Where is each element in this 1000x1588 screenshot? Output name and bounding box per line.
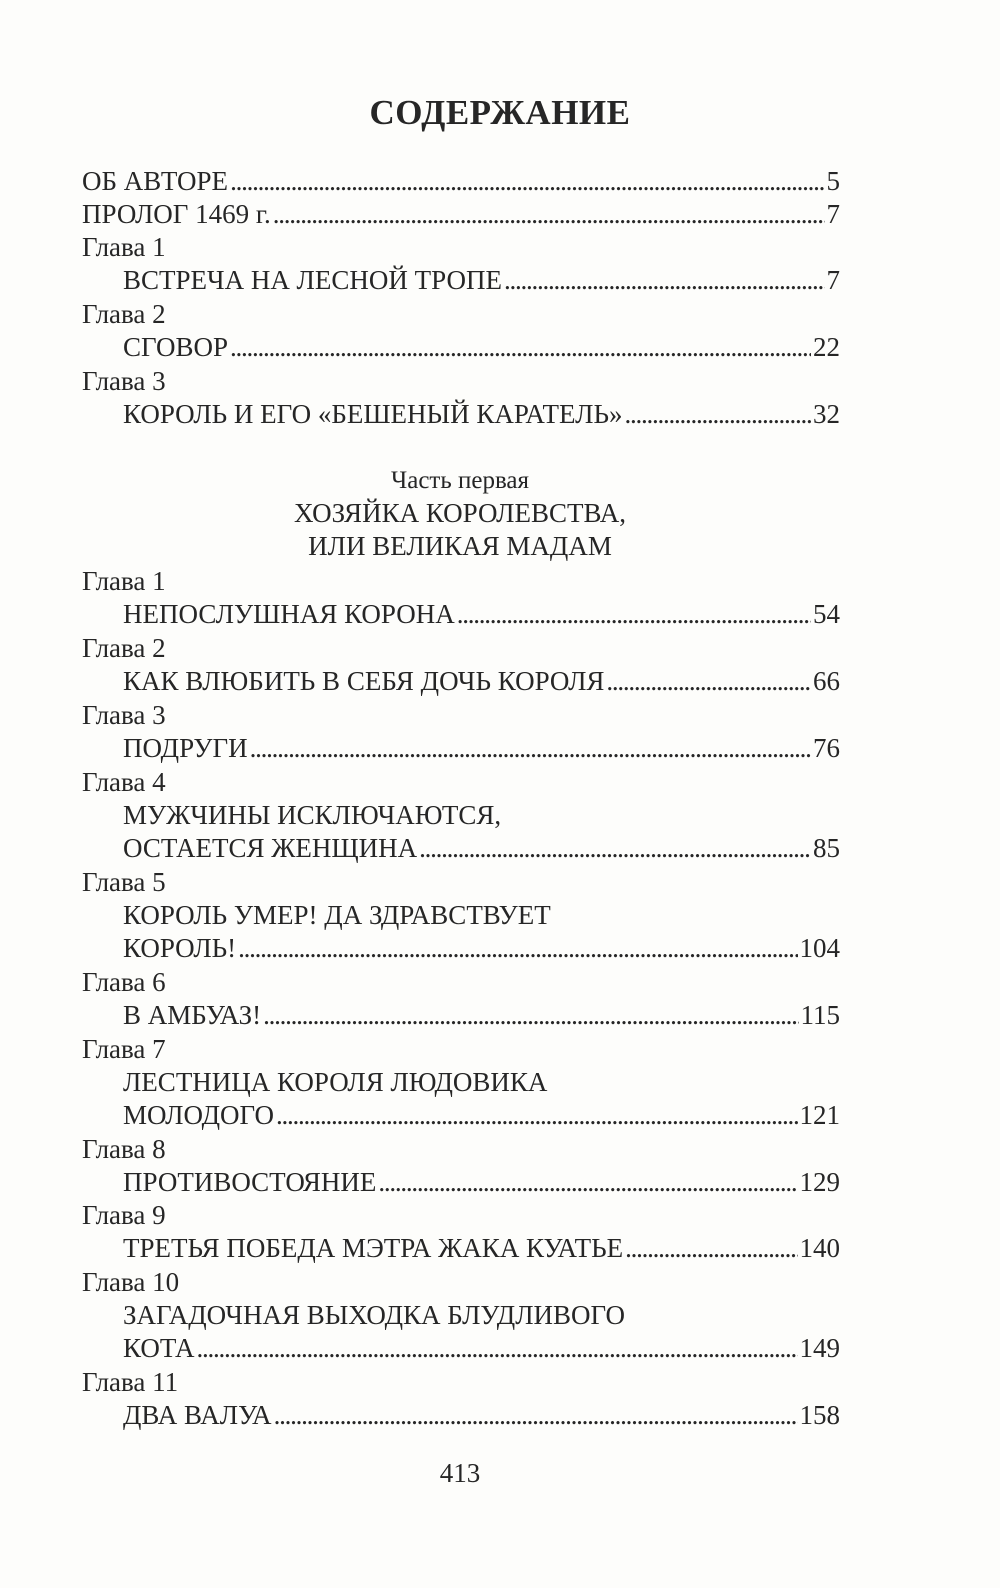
entry-page: 115	[800, 1000, 840, 1030]
entry-title: ОСТАЕТСЯ ЖЕНЩИНА	[123, 833, 418, 863]
entry-page: 140	[799, 1233, 840, 1263]
page-title: СОДЕРЖАНИЕ	[369, 93, 631, 132]
toc-entry	[123, 1099, 840, 1131]
entry-title-line1: МУЖЧИНЫ ИСКЛЮЧАЮТСЯ,	[123, 800, 502, 830]
chapter-label: Глава 8	[82, 1134, 166, 1164]
entry-title: ПОДРУГИ	[123, 733, 248, 763]
entry-title: МОЛОДОГО	[123, 1100, 274, 1130]
leader-dots	[276, 1099, 798, 1131]
entry-page: 5	[826, 166, 840, 196]
entry-title: КОТА	[123, 1333, 195, 1363]
leader-dots	[378, 1166, 797, 1198]
entry-page: 54	[813, 599, 840, 629]
entry-title-line1: ЛЕСТНИЦА КОРОЛЯ ЛЮДОВИКА	[123, 1067, 548, 1097]
leader-dots	[625, 1232, 797, 1264]
part-title-line1: ХОЗЯЙКА КОРОЛЕВСТВА,	[293, 498, 627, 528]
entry-title: НЕПОСЛУШНАЯ КОРОНА	[123, 599, 455, 629]
toc-entry	[123, 264, 840, 296]
entry-title-line1: КОРОЛЬ УМЕР! ДА ЗДРАВСТВУЕТ	[123, 900, 551, 930]
entry-title: ПРОТИВОСТОЯНИЕ	[123, 1167, 377, 1197]
part-title-line2: ИЛИ ВЕЛИКАЯ МАДАМ	[308, 531, 612, 561]
entry-page: 158	[799, 1400, 840, 1430]
toc-entry	[123, 1232, 840, 1264]
chapter-label: Глава 1	[82, 566, 166, 596]
leader-dots	[230, 331, 811, 363]
toc-entry	[123, 331, 840, 363]
leader-dots	[274, 1399, 798, 1431]
entry-title: ДВА ВАЛУА	[123, 1400, 272, 1430]
leader-dots	[457, 598, 811, 630]
entry-title-line1: ЗАГАДОЧНАЯ ВЫХОДКА БЛУДЛИВОГО	[123, 1300, 625, 1330]
entry-page: 129	[799, 1167, 840, 1197]
entry-page: 76	[813, 733, 840, 763]
entry-title: ПРОЛОГ 1469 г.	[82, 199, 271, 229]
chapter-label: Глава 6	[82, 967, 166, 997]
entry-page: 7	[826, 265, 840, 295]
entry-title: КОРОЛЬ И ЕГО «БЕШЕНЫЙ КАРАТЕЛЬ»	[123, 399, 623, 429]
leader-dots	[250, 732, 811, 764]
entry-title: ВСТРЕЧА НА ЛЕСНОЙ ТРОПЕ	[123, 265, 502, 295]
page-number: 413	[439, 1458, 481, 1488]
chapter-label: Глава 7	[82, 1034, 166, 1064]
leader-dots	[606, 665, 811, 697]
entry-page: 149	[799, 1333, 840, 1363]
chapter-label: Глава 3	[82, 700, 166, 730]
leader-dots	[625, 398, 812, 430]
entry-page: 85	[813, 833, 840, 863]
leader-dots	[230, 165, 824, 197]
leader-dots	[238, 932, 797, 964]
toc-entry	[82, 165, 840, 197]
leader-dots	[504, 264, 825, 296]
entry-title: КАК ВЛЮБИТЬ В СЕБЯ ДОЧЬ КОРОЛЯ	[123, 666, 605, 696]
chapter-label: Глава 1	[82, 232, 166, 262]
toc-entry	[123, 1166, 840, 1198]
leader-dots	[273, 198, 825, 230]
chapter-label: Глава 11	[82, 1367, 179, 1397]
toc-entry	[123, 665, 840, 697]
toc-entry	[82, 198, 840, 230]
chapter-label: Глава 2	[82, 633, 166, 663]
part-label: Часть первая	[390, 467, 530, 494]
entry-page: 66	[813, 666, 840, 696]
entry-title: ТРЕТЬЯ ПОБЕДА МЭТРА ЖАКА КУАТЬЕ	[123, 1233, 624, 1263]
leader-dots	[196, 1332, 797, 1364]
chapter-label: Глава 4	[82, 767, 166, 797]
toc-entry	[123, 398, 840, 430]
entry-title: ОБ АВТОРЕ	[82, 166, 229, 196]
chapter-label: Глава 5	[82, 867, 166, 897]
toc-entry	[123, 932, 840, 964]
entry-page: 104	[799, 933, 840, 963]
toc-entry	[123, 832, 840, 864]
chapter-label: Глава 2	[82, 299, 166, 329]
toc-entry	[123, 1399, 840, 1431]
chapter-label: Глава 10	[82, 1267, 180, 1297]
toc-entry	[123, 999, 840, 1031]
entry-title: КОРОЛЬ!	[123, 933, 237, 963]
entry-page: 7	[826, 199, 840, 229]
toc-entry	[123, 732, 840, 764]
entry-title: СГОВОР	[123, 332, 228, 362]
chapter-label: Глава 3	[82, 366, 166, 396]
entry-page: 32	[813, 399, 840, 429]
toc-entry	[123, 598, 840, 630]
entry-title: В АМБУАЗ!	[123, 1000, 262, 1030]
toc-entry	[123, 1332, 840, 1364]
leader-dots	[419, 832, 811, 864]
entry-page: 121	[799, 1100, 840, 1130]
entry-page: 22	[813, 332, 840, 362]
chapter-label: Глава 9	[82, 1200, 166, 1230]
leader-dots	[263, 999, 798, 1031]
